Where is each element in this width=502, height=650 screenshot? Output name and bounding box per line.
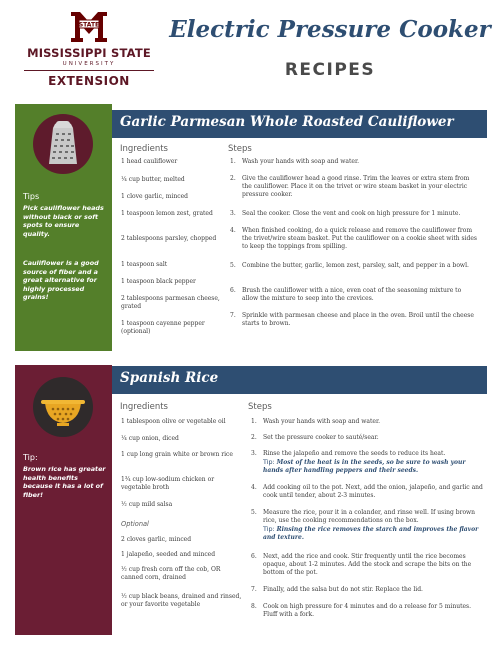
step-number: 3.: [251, 450, 257, 457]
ingredient-item: ½ cup black beans, drained and rinsed, or your favorite vegetable: [121, 593, 242, 608]
ingredient-item: ½ cup fresh corn off the cob, OR canned corn, drained: [121, 566, 221, 581]
grater-icon: [33, 114, 93, 174]
step-text: Give the cauliflower head a good rinse. Trim the leaves or extra stem from the cauliflower. Place it on the trivet or wire steam basket in your electric pressure cooker.: [242, 175, 470, 198]
ingredient-item: 1 teaspoon cayenne pepper (optional): [121, 320, 205, 335]
ingredients-heading: Ingredients: [120, 402, 168, 412]
step-number: 2.: [230, 175, 236, 182]
step-number: 4.: [251, 484, 257, 491]
ingredient-item: 1 cup long grain white or brown rice: [121, 451, 233, 458]
step-text: Cook on high pressure for 4 minutes and do a release for 5 minutes. Fluff with a fork.: [263, 603, 472, 618]
msu-extension-logo: [14, 6, 164, 94]
step-tip-label: Tip:: [263, 458, 275, 466]
step-number: 3.: [230, 210, 236, 217]
msu-badge-icon: [68, 8, 110, 46]
step-number: 5.: [251, 509, 257, 516]
tip-text: Cauliflower is a good source of fiber and a great alternative for highly processed grains!: [23, 259, 99, 301]
step-number: 6.: [230, 287, 236, 294]
step-number: 1.: [251, 418, 257, 425]
step-number: 2.: [251, 434, 257, 441]
steps-heading: Steps: [248, 402, 272, 412]
recipe-2-title-banner: [112, 366, 487, 394]
logo-line-3: EXTENSION: [48, 74, 130, 88]
step-text: Combine the butter, garlic, lemon zest, parsley, salt, and pepper in a bowl.: [242, 262, 469, 269]
tips-heading: Tip:: [23, 453, 38, 462]
step-text: Seal the cooker. Close the vent and cook on high pressure for 1 minute.: [242, 210, 461, 217]
logo-rule: [24, 70, 154, 71]
ingredient-item: 1¾ cup low-sodium chicken or vegetable broth: [121, 476, 215, 491]
step-text: Finally, add the salsa but do not stir. Replace the lid.: [263, 586, 423, 593]
ingredient-item: 2 tablespoons parsley, chopped: [121, 235, 217, 242]
ingredients-heading: Ingredients: [120, 144, 168, 154]
step-number: 6.: [251, 553, 257, 560]
step-text: Wash your hands with soap and water.: [263, 418, 381, 425]
step-text: Add cooking oil to the pot. Next, add the onion, jalapeño, and garlic and cook until tender, about 2-3 minutes.: [263, 484, 483, 499]
logo-line-1: MISSISSIPPI STATE: [27, 46, 151, 60]
colander-icon: [33, 377, 93, 437]
document-title: Electric Pressure Cooker: [169, 16, 491, 43]
step-tip-label: Tip:: [263, 525, 275, 533]
step-number: 7.: [251, 586, 257, 593]
step-number: 7.: [230, 312, 236, 319]
ingredient-item: 1 jalapeño, seeded and minced: [121, 551, 216, 558]
step-text: When finished cooking, do a quick release and remove the cauliflower from the trivet/wire steam basket. Put the cauliflower on a cookie sheet with sides to keep the toppings from spilling.: [242, 227, 478, 250]
step-tip-text: Rinsing the rice removes the starch and improves the flavor and texture.: [263, 526, 479, 541]
ingredient-item: 2 tablespoons parmesan cheese, grated: [121, 295, 220, 310]
step-main-text: Rinse the jalapeño and remove the seeds to reduce its heat.: [263, 450, 446, 457]
ingredient-item: ½ cup mild salsa: [121, 501, 173, 508]
recipe-1-title-banner: [112, 110, 487, 138]
step-text: Wash your hands with soap and water.: [242, 158, 360, 165]
step-number: 4.: [230, 227, 236, 234]
step-text: Brush the cauliflower with a nice, even coat of the seasoning mixture to allow the mixture to seep into the crevices.: [242, 287, 462, 302]
ingredient-item: ¼ cup butter, melted: [121, 176, 185, 183]
step-text: [263, 509, 487, 542]
step-number: 1.: [230, 158, 236, 165]
document-subtitle: RECIPES: [284, 60, 376, 80]
step-tip-text: Most of the heat is in the seeds, so be sure to wash your hands after handling peppers and their seeds.: [263, 459, 466, 474]
step-number: 5.: [230, 262, 236, 269]
ingredient-item: 2 cloves garlic, minced: [121, 536, 192, 543]
ingredient-item: 1 tablespoon olive or vegetable oil: [121, 418, 226, 425]
ingredient-item: 1 teaspoon lemon zest, grated: [121, 210, 213, 217]
badge-text: STATE: [78, 21, 100, 29]
ingredient-item: ¼ cup onion, diced: [121, 435, 179, 442]
logo-line-2: UNIVERSITY: [62, 61, 116, 67]
recipe-2-sidebar: [15, 365, 112, 635]
ingredient-item: 1 head cauliflower: [121, 158, 178, 165]
ingredient-item: 1 teaspoon black pepper: [121, 278, 196, 285]
step-main-text: Measure the rice, pour it in a colander, and rinse well. If using brown rice, use the cooking recommendations on the box.: [263, 509, 476, 524]
step-text: Sprinkle with parmesan cheese and place in the oven. Broil until the cheese starts to brown.: [242, 312, 474, 327]
step-text: [263, 450, 487, 475]
step-text: Set the pressure cooker to sauté/sear.: [263, 434, 379, 441]
recipe-title: Garlic Parmesan Whole Roasted Cauliflower: [120, 114, 454, 130]
step-number: 8.: [251, 603, 257, 610]
tips-heading: Tips: [23, 192, 40, 201]
tip-text: Brown rice has greater health benefits because it has a lot of fiber!: [23, 465, 106, 499]
step-text: Next, add the rice and cook. Stir frequently until the rice becomes opaque, about 1-2 minutes. Add the stock and scrape the bits on the bottom of the pot.: [263, 553, 472, 576]
recipe-1-sidebar: [15, 104, 112, 351]
tip-text: Pick cauliflower heads without black or soft spots to ensure quality.: [23, 204, 104, 238]
ingredient-item: 1 teaspoon salt: [121, 261, 168, 268]
optional-heading: Optional: [121, 520, 149, 528]
ingredient-item: 1 clove garlic, minced: [121, 193, 188, 200]
recipe-title: Spanish Rice: [120, 370, 219, 386]
steps-heading: Steps: [228, 144, 252, 154]
